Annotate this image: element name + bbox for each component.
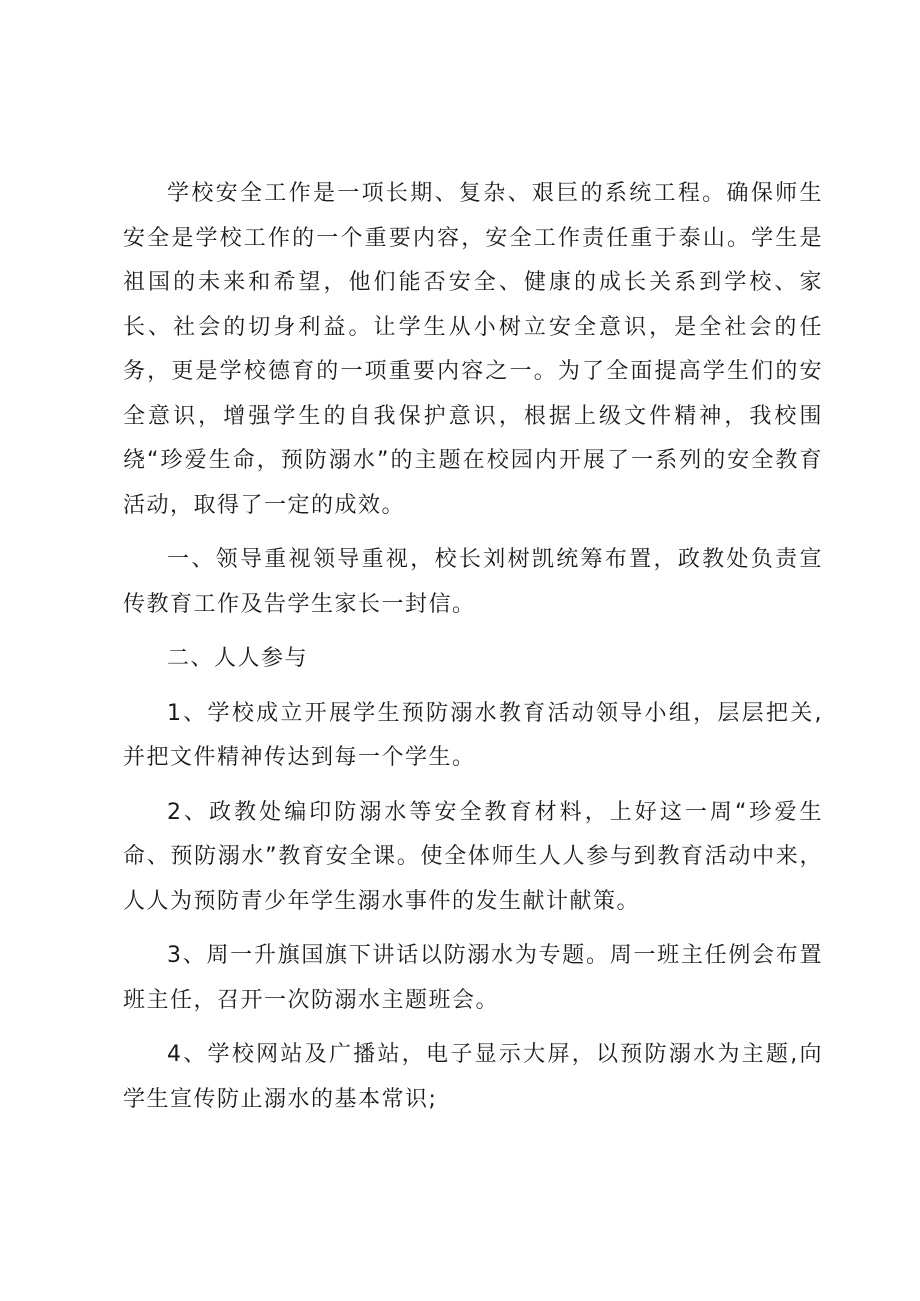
item-4-paragraph: 4、学校网站及广播站，电子显示大屏，以预防溺水为主题,向学生宣传防止溺水的基本常识; <box>123 1042 823 1112</box>
document-body <box>123 172 823 1122</box>
item-3-paragraph: 3、周一升旗国旗下讲话以防溺水为专题。周一班主任例会布置班主任，召开一次防溺水主题班会。 <box>123 943 823 1013</box>
item-1-paragraph: 1、学校成立开展学生预防溺水教育活动领导小组，层层把关,并把文件精神传达到每一个学生。 <box>123 700 823 770</box>
item-2-paragraph: 2、政教处编印防溺水等安全教育材料，上好这一周“珍爱生命、预防溺水”教育安全课。使全体师生人人参与到教育活动中来，人人为预防青少年学生溺水事件的发生献计献策。 <box>123 799 823 914</box>
section-leadership-paragraph: 一、领导重视领导重视，校长刘树凯统筹布置，政教处负责宣传教育工作及告学生家长一封信。 <box>123 547 823 617</box>
section-participation-heading: 二、人人参与 <box>167 646 309 671</box>
intro-paragraph: 学校安全工作是一项长期、复杂、艰巨的系统工程。确保师生安全是学校工作的一个重要内容，安全工作责任重于泰山。学生是祖国的未来和希望，他们能否安全、健康的成长关系到学校、家长、社会的切身利益。让学生从小树立安全意识，是全社会的任务，更是学校德育的一项重要内容之一。为了全面提高学生们的安全意识，增强学生的自我保护意识，根据上级文件精神，我校围绕“珍爱生命，预防溺水”的主题在校园内开展了一系列的安全教育活动，取得了一定的成效。 <box>123 181 823 518</box>
